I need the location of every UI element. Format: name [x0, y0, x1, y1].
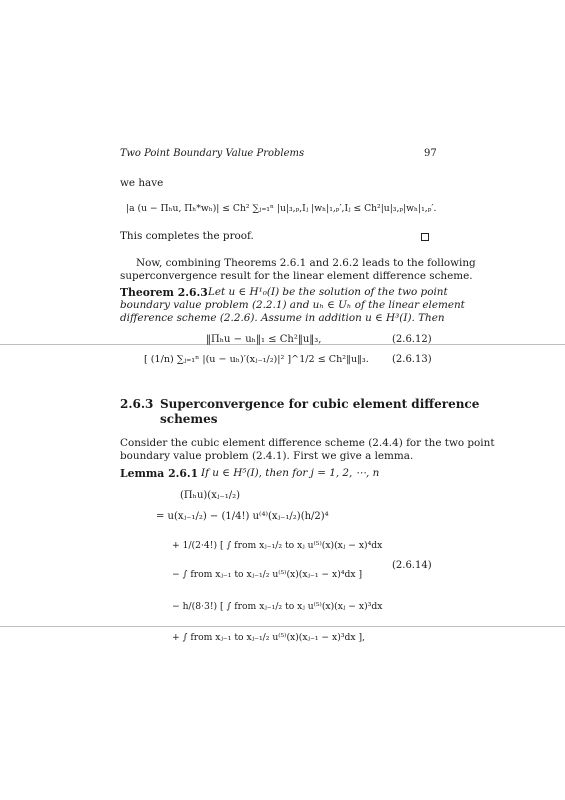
- equation-2-6-12: ‖Πₕu − uₕ‖₁ ≤ Ch²‖u‖₃,: [206, 334, 322, 345]
- lemma-math-line-3: + 1/(2·4!) [ ∫ from xⱼ₋₁/₂ to xⱼ u⁽⁵⁾(x)(xⱼ − x)⁴dx: [172, 540, 383, 551]
- lemma-math-line-4: − ∫ from xⱼ₋₁ to xⱼ₋₁/₂ u⁽⁵⁾(x)(xⱼ₋₁ − x)⁴dx ]: [172, 569, 363, 580]
- page-number: 97: [424, 148, 437, 159]
- theorem-line-1: Let u ∈ H¹₀(I) be the solution of the two point: [208, 286, 448, 298]
- section-title-line-1: Superconvergence for cubic element difference: [160, 397, 480, 411]
- theorem-line-3: difference scheme (2.2.6). Assume in addition u ∈ H³(I). Then: [120, 312, 445, 324]
- running-title: Two Point Boundary Value Problems: [120, 148, 305, 159]
- paragraph-1-line-1: Now, combining Theorems 2.6.1 and 2.6.2 leads to the following: [136, 257, 476, 269]
- lemma-math-line-5: − h/(8·3!) [ ∫ from xⱼ₋₁/₂ to xⱼ u⁽⁵⁾(x)(xⱼ − x)³dx: [172, 601, 383, 612]
- paragraph-2-line-2: boundary value problem (2.4.1). First we give a lemma.: [120, 450, 414, 462]
- equation-tag-2-6-14: (2.6.14): [392, 560, 432, 571]
- section-title-line-2: schemes: [160, 412, 218, 426]
- we-have: we have: [120, 177, 164, 189]
- qed-box-icon: [421, 233, 429, 241]
- lemma-math-line-6: + ∫ from xⱼ₋₁ to xⱼ₋₁/₂ u⁽⁵⁾(x)(xⱼ₋₁ − x)³dx ],: [172, 632, 365, 643]
- bottom-scan-rule: [0, 626, 565, 627]
- lemma-math-line-2: = u(xⱼ₋₁/₂) − (1/4!) u⁽⁴⁾(xⱼ₋₁/₂)(h/2)⁴: [156, 511, 329, 522]
- equation-top: |a (u − Πₕu, Πₕ*wₕ)| ≤ Ch² ∑ⱼ₌₁ⁿ |u|₃,ₚ,Iⱼ |wₕ|₁,ₚ′,Iⱼ ≤ Ch²|u|₃,ₚ|wₕ|₁,ₚ′.: [126, 203, 437, 214]
- proof-end-text: This completes the proof.: [120, 230, 254, 242]
- section-number: 2.6.3: [120, 397, 154, 411]
- paragraph-2-line-1: Consider the cubic element difference scheme (2.4.4) for the two point: [120, 437, 495, 449]
- lemma-label: Lemma 2.6.1: [120, 467, 199, 480]
- theorem-label: Theorem 2.6.3: [120, 286, 208, 299]
- paragraph-1-line-2: superconvergence result for the linear element difference scheme.: [120, 270, 473, 282]
- equation-tag-2-6-12: (2.6.12): [392, 334, 432, 345]
- equation-tag-2-6-13: (2.6.13): [392, 354, 432, 365]
- lemma-text: If u ∈ H⁵(I), then for j = 1, 2, ⋯, n: [201, 467, 380, 479]
- equation-2-6-13: [ (1/n) ∑ⱼ₌₁ⁿ |(u − uₕ)′(xⱼ₋₁/₂)|² ]^1/2 ≤ Ch²‖u‖₃.: [144, 354, 369, 365]
- lemma-math-line-1: (Πₕu)(xⱼ₋₁/₂): [180, 490, 241, 501]
- theorem-line-2: boundary value problem (2.2.1) and uₕ ∈ Uₕ of the linear element: [120, 299, 465, 311]
